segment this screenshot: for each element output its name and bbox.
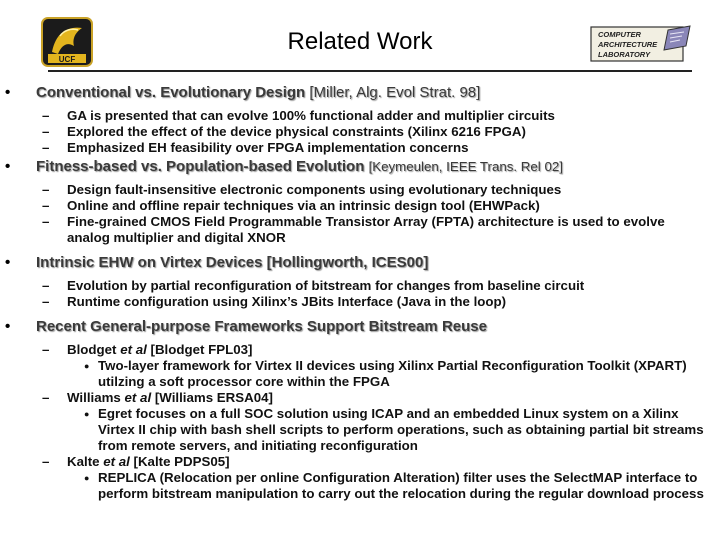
slide-title: Related Work: [287, 28, 433, 55]
dot-bullet-icon: ●: [84, 409, 90, 419]
author-entry: – Williams et al [Williams ERSA04]: [42, 390, 273, 405]
section-general-purpose-frameworks: [0, 318, 720, 502]
list-item: – Fine-grained CMOS Field Programmable Transistor Array (FPTA) architecture is used to evolve analog multiplier and digital XNOR: [42, 214, 665, 245]
section-heading: [0, 84, 720, 102]
bullet-icon: •: [5, 84, 11, 101]
section-heading: [0, 254, 720, 272]
heading-text: Fitness-based vs. Population-based Evolution: [36, 158, 365, 175]
bullet-icon: •: [5, 254, 11, 271]
title-divider: [48, 70, 692, 72]
section-intrinsic-ehw-virtex: [0, 254, 720, 310]
author-entry: – Blodget et al [Blodget FPL03]: [42, 342, 253, 357]
list-item: – Emphasized EH feasibility over FPGA implementation concerns: [42, 140, 469, 155]
heading-citation: [Hollingworth, ICES00]: [266, 254, 429, 271]
heading-text: Intrinsic EHW on Virtex Devices: [36, 254, 263, 271]
svg-text:COMPUTER: COMPUTER: [598, 30, 641, 39]
list-item: – Evolution by partial reconfiguration of bitstream for changes from baseline circuit: [42, 278, 585, 293]
slide-content: [0, 84, 720, 502]
dot-bullet-icon: ●: [84, 473, 90, 483]
bullet-icon: •: [5, 158, 11, 175]
section-heading: [0, 158, 720, 176]
section-fitness-vs-population: [0, 158, 720, 246]
list-item: – Online and offline repair techniques via an intrinsic design tool (EHWPack): [42, 198, 540, 213]
section-conventional-vs-evolutionary: [0, 84, 720, 156]
list-item: – Runtime configuration using Xilinx’s JBits Interface (Java in the loop): [42, 294, 507, 309]
author-detail: ● REPLICA (Relocation per online Configuration Alteration) filter uses the SelectMAP interface to perform bitstream manipulation to carry out the relocation during the regular download process: [84, 470, 704, 501]
list-item: – Explored the effect of the device physical constraints (Xilinx 6216 FPGA): [42, 124, 526, 139]
section-heading: [0, 318, 720, 336]
author-entry: – Kalte et al [Kalte PDPS05]: [42, 454, 230, 469]
list-item: – GA is presented that can evolve 100% functional adder and multiplier circuits: [42, 108, 555, 123]
heading-citation: [Miller, Alg. Evol Strat. 98]: [309, 84, 481, 101]
svg-text:LABORATORY: LABORATORY: [598, 50, 651, 59]
svg-text:UCF: UCF: [58, 55, 76, 64]
list-item: – Design fault-insensitive electronic components using evolutionary techniques: [42, 182, 562, 197]
bullet-icon: •: [5, 318, 11, 335]
heading-citation: [Keymeulen, IEEE Trans. Rel 02]: [368, 159, 563, 174]
author-detail: ● Two-layer framework for Virtex II devices using Xilinx Partial Reconfiguration Toolkit (XPART) utilzing a soft processor core within the FPGA: [84, 358, 687, 389]
svg-text:ARCHITECTURE: ARCHITECTURE: [598, 40, 658, 49]
heading-text: Conventional vs. Evolutionary Design: [36, 84, 306, 101]
author-detail: ● Egret focuses on a full SOC solution using ICAP and an embedded Linux system on a Xilinx Virtex II chip with bash shell scripts to perform operations, such as obtaining partial bit streams from remote servers, and initiating reconfiguration: [84, 406, 704, 453]
dot-bullet-icon: ●: [84, 361, 90, 371]
heading-text: Recent General-purpose Frameworks Support Bitstream Reuse: [36, 318, 487, 335]
